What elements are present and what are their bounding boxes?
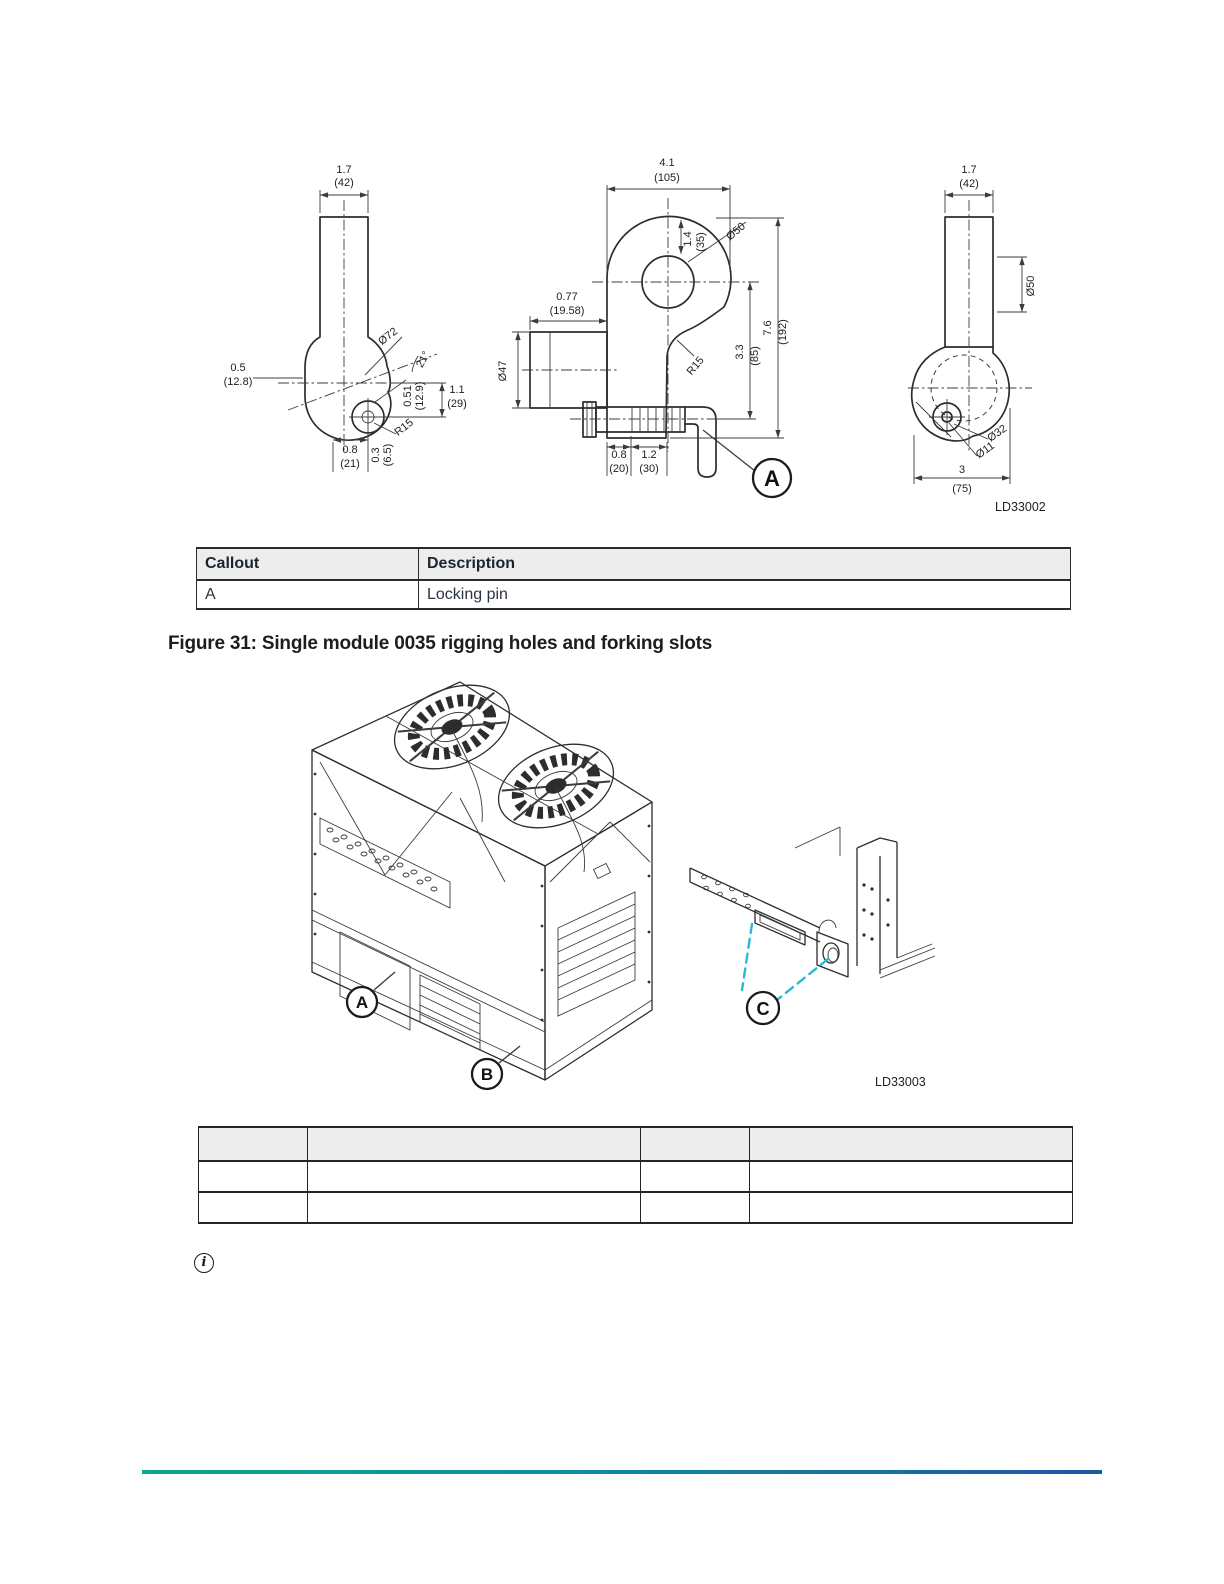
front-view	[497, 157, 791, 497]
dim-label: 0.3	[370, 447, 382, 463]
dim-label: (21)	[340, 458, 360, 470]
dim-label: (19.58)	[549, 305, 585, 317]
dim-label: 0.8	[611, 449, 627, 461]
dim-label: 1.2	[641, 449, 657, 461]
dim-label: 3.3	[734, 344, 746, 360]
dim-label: (29)	[447, 398, 467, 410]
drawing-ld33002	[150, 140, 1070, 520]
dim-label: 1.4	[682, 231, 694, 247]
side-view-dim-lines	[253, 190, 446, 472]
dim-label: R15	[392, 416, 416, 439]
callout-cell: A	[197, 580, 419, 609]
dim-label: Ø11	[973, 439, 997, 462]
table-cell	[641, 1161, 750, 1192]
callout-c-label: C	[756, 999, 770, 1019]
table-row	[197, 580, 1071, 609]
detail-bolts	[862, 883, 889, 940]
dim-label: (6.5)	[382, 443, 394, 467]
drawing-code-ld33002: LD33002	[995, 500, 1046, 514]
callout-a-label: A	[764, 466, 780, 491]
dim-label: (12.8)	[223, 376, 253, 388]
dim-label: 0.51	[402, 385, 414, 407]
table-header-row	[199, 1127, 1073, 1161]
dim-label: 0.77	[556, 291, 578, 303]
figure-ld33003	[300, 670, 940, 1092]
figure-caption: Figure 31: Single module 0035 rigging holes and forking slots	[168, 633, 713, 654]
dim-label: R15	[684, 354, 707, 378]
side-view-outline	[305, 217, 391, 440]
dim-label: (35)	[695, 232, 707, 252]
chiller-unit-drawing	[312, 670, 652, 1089]
dim-label: Ø32	[985, 422, 1010, 445]
header-cell	[199, 1127, 308, 1161]
dim-label: (105)	[654, 172, 680, 184]
footer-divider	[142, 1470, 1102, 1474]
dim-label: 21°	[414, 349, 433, 370]
forklift-slot-detail-drawing	[690, 827, 935, 1024]
callout-table	[196, 547, 1071, 610]
end-view-dim-lines	[914, 190, 1027, 484]
dim-label: 1.7	[336, 164, 352, 176]
table-row	[199, 1161, 1073, 1192]
header-cell	[750, 1127, 1073, 1161]
side-view	[224, 164, 467, 472]
table-cell	[199, 1161, 308, 1192]
callout-table-header-description: Description	[419, 548, 1071, 580]
fan-drawing	[486, 728, 626, 843]
dim-label: 0.8	[342, 444, 358, 456]
callout-b-label: B	[480, 1065, 494, 1084]
chiller-left-face	[312, 750, 545, 1080]
chiller-right-face	[545, 802, 652, 1080]
dim-label: 4.1	[659, 157, 675, 169]
dim-label: Ø47	[497, 360, 509, 382]
callout-table-header-callout: Callout	[197, 548, 419, 580]
callout-b-figure2	[472, 1046, 520, 1089]
callout-a-label: A	[355, 993, 369, 1012]
dim-label: 7.6	[762, 320, 774, 336]
table-cell	[750, 1192, 1073, 1223]
callout-c-figure2	[742, 924, 828, 1024]
dim-label: 0.5	[230, 362, 246, 374]
table-cell	[750, 1161, 1073, 1192]
dim-label: (42)	[334, 177, 354, 189]
header-cell	[641, 1127, 750, 1161]
drawing-code-ld33003: LD33003	[875, 1075, 926, 1089]
callout-a-figure2	[347, 972, 395, 1017]
description-cell: Locking pin	[419, 580, 1071, 609]
dim-label: Ø50	[724, 220, 748, 243]
dim-label: 1.1	[449, 384, 465, 396]
header-cell	[308, 1127, 641, 1161]
end-view	[908, 164, 1037, 495]
dim-label: (30)	[639, 463, 659, 475]
table-cell	[308, 1161, 641, 1192]
dim-label: 3	[958, 464, 966, 476]
dim-label: (85)	[749, 346, 761, 366]
dim-label: (42)	[959, 178, 979, 190]
dim-label: (192)	[777, 319, 789, 345]
figure2-callout-table	[198, 1126, 1073, 1224]
dim-label: Ø72	[376, 325, 401, 348]
table-cell	[641, 1192, 750, 1223]
side-view-centerlines	[278, 200, 445, 452]
end-view-centerlines	[908, 200, 1032, 452]
dim-label: 1.7	[961, 164, 977, 176]
dim-label: (12.9)	[414, 381, 426, 411]
chiller-right-face-details	[545, 822, 652, 1070]
info-icon: i	[194, 1253, 214, 1273]
end-view-outline	[912, 217, 1010, 441]
table-cell	[308, 1192, 641, 1223]
dim-label: (75)	[952, 483, 972, 495]
dim-label: Ø50	[1025, 275, 1037, 297]
dim-label: (20)	[609, 463, 629, 475]
table-cell	[199, 1192, 308, 1223]
callout-table-header-row	[197, 548, 1071, 580]
table-row	[199, 1192, 1073, 1223]
fan-drawing	[382, 670, 522, 785]
